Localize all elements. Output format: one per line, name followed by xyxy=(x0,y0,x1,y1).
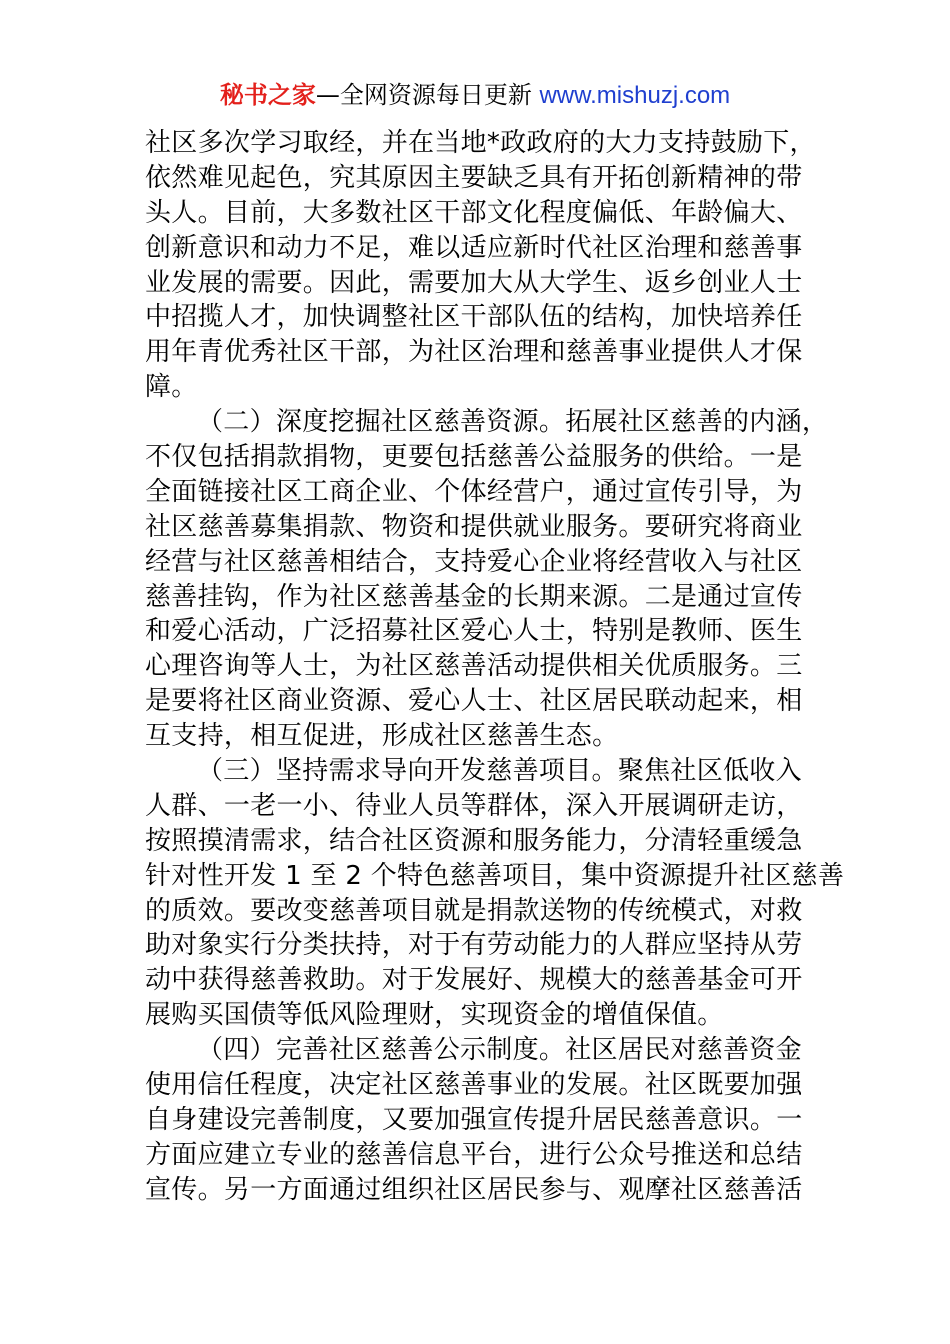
body-line: 宣传。另一方面通过组织社区居民参与、观摩社区慈善活 xyxy=(145,1174,803,1205)
body-line: 全面链接社区工商企业、个体经营户，通过宣传引导，为 xyxy=(145,476,803,507)
body-line: 动中获得慈善救助。对于发展好、规模大的慈善基金可开 xyxy=(145,965,803,996)
body-line: 创新意识和动力不足，难以适应新时代社区治理和慈善事 xyxy=(145,232,803,263)
section-heading-line: （二）深度挖掘社区慈善资源。拓展社区慈善的内涵， xyxy=(197,407,829,438)
body-line: 中招揽人才，加快调整社区干部队伍的结构，加快培养任 xyxy=(145,302,803,333)
body-line: 心理咨询等人士，为社区慈善活动提供相关优质服务。三 xyxy=(145,651,803,682)
body-line: 方面应建立专业的慈善信息平台，进行公众号推送和总结 xyxy=(145,1139,803,1170)
body-line: 使用信任程度，决定社区慈善事业的发展。社区既要加强 xyxy=(145,1070,803,1101)
body-line: 针对性开发 1 至 2 个特色慈善项目，集中资源提升社区慈善 xyxy=(145,860,845,891)
body-line: 按照摸清需求，结合社区资源和服务能力，分清轻重缓急 xyxy=(145,825,803,856)
body-line: 业发展的需要。因此，需要加大从大学生、返乡创业人士 xyxy=(145,267,803,298)
header-tagline: —全网资源每日更新 xyxy=(315,81,532,109)
body-line: 助对象实行分类扶持，对于有劳动能力的人群应坚持从劳 xyxy=(145,930,803,961)
body-line: 用年青优秀社区干部，为社区治理和慈善事业提供人才保 xyxy=(145,337,803,368)
section-heading-line: （三）坚持需求导向开发慈善项目。聚焦社区低收入 xyxy=(197,756,802,787)
section-heading-line: （四）完善社区慈善公示制度。社区居民对慈善资金 xyxy=(197,1035,802,1066)
body-line: 展购买国债等低风险理财，实现资金的增值保值。 xyxy=(145,1000,724,1031)
body-line: 社区慈善募集捐款、物资和提供就业服务。要研究将商业 xyxy=(145,511,803,542)
body-line: 慈善挂钩，作为社区慈善基金的长期来源。二是通过宣传 xyxy=(145,581,803,612)
page-header xyxy=(0,78,950,113)
brand-name: 秘书之家 xyxy=(219,81,316,109)
body-line: 和爱心活动，广泛招募社区爱心人士，特别是教师、医生 xyxy=(145,616,803,647)
site-url-link[interactable]: www.mishuzj.com xyxy=(539,82,731,109)
body-line: 人群、一老一小、待业人员等群体，深入开展调研走访， xyxy=(145,790,803,821)
body-line: 的质效。要改变慈善项目就是捐款送物的传统模式，对救 xyxy=(145,895,803,926)
body-line: 依然难见起色，究其原因主要缺乏具有开拓创新精神的带 xyxy=(145,162,803,193)
body-line: 经营与社区慈善相结合，支持爱心企业将经营收入与社区 xyxy=(145,546,803,577)
body-line: 是要将社区商业资源、爱心人士、社区居民联动起来，相 xyxy=(145,686,803,717)
body-line: 自身建设完善制度，又要加强宣传提升居民慈善意识。一 xyxy=(145,1104,803,1135)
body-line: 互支持，相互促进，形成社区慈善生态。 xyxy=(145,721,619,752)
body-line: 障。 xyxy=(145,372,198,403)
body-line: 不仅包括捐款捐物，更要包括慈善公益服务的供给。一是 xyxy=(145,442,803,473)
body-line: 社区多次学习取经，并在当地*政政府的大力支持鼓励下， xyxy=(145,128,816,158)
body-line: 头人。目前，大多数社区干部文化程度偏低、年龄偏大、 xyxy=(145,197,803,228)
document-body xyxy=(145,126,845,1208)
